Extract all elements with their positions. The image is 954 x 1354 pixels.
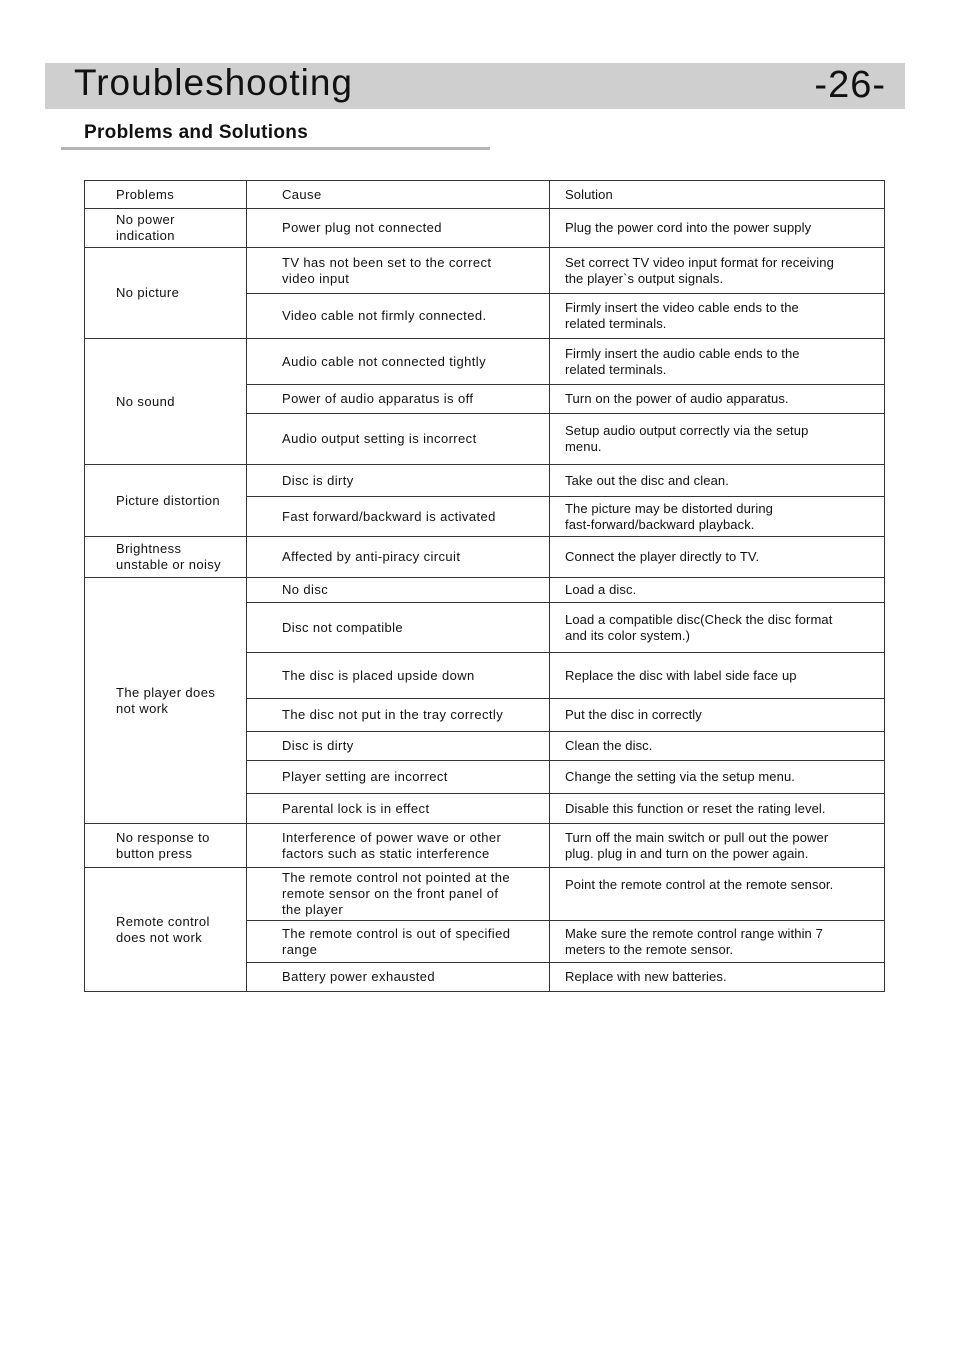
cause-cell — [247, 868, 550, 921]
cause-text: Power plug not connected — [282, 220, 442, 235]
solution-cell — [550, 653, 885, 699]
cause-cell — [247, 603, 550, 653]
table-row — [85, 465, 885, 497]
cause-text: Power of audio apparatus is off — [282, 391, 474, 406]
header-cause: Cause — [247, 181, 550, 209]
cause-cell — [247, 963, 550, 992]
solution-text: Load a compatible disc(Check the disc format and its color system.) — [565, 611, 833, 643]
page-number: -26- — [814, 64, 886, 106]
problem-cell — [85, 824, 247, 868]
solution-text: Turn off the main switch or pull out the power plug. plug in and turn on the power again. — [565, 829, 829, 861]
cause-text: Disc is dirty — [282, 738, 354, 753]
table-row — [85, 537, 885, 578]
cause-text: Video cable not firmly connected. — [282, 308, 487, 323]
solution-cell — [550, 465, 885, 497]
solution-cell — [550, 414, 885, 465]
problem-text: No sound — [116, 393, 175, 409]
troubleshooting-table — [84, 180, 885, 992]
table-row — [85, 248, 885, 294]
solution-text: Set correct TV video input format for receiving the player`s output signals. — [565, 254, 834, 286]
section-title: Problems and Solutions — [84, 122, 309, 143]
cause-cell — [247, 414, 550, 465]
problem-cell — [85, 537, 247, 578]
table-header-row — [85, 181, 885, 209]
cause-cell — [247, 537, 550, 578]
problem-cell — [85, 248, 247, 339]
cause-text: Fast forward/backward is activated — [282, 508, 496, 524]
cause-text: Audio output setting is incorrect — [282, 431, 477, 446]
solution-cell — [550, 868, 885, 921]
cause-text: No disc — [282, 582, 329, 597]
solution-cell — [550, 339, 885, 385]
problem-text: Remote control does not work — [116, 913, 210, 945]
solution-text: Firmly insert the video cable ends to the related terminals. — [565, 300, 799, 331]
solution-text: Take out the disc and clean. — [565, 472, 729, 488]
solution-cell — [550, 963, 885, 992]
problem-text: No picture — [116, 285, 180, 300]
solution-text: Make sure the remote control range within 7 meters to the remote sensor. — [565, 925, 823, 957]
cause-cell — [247, 732, 550, 761]
solution-text: Plug the power cord into the power supply — [565, 220, 812, 235]
page-title: Troubleshooting — [74, 62, 353, 103]
cause-text: The disc not put in the tray correctly — [282, 707, 504, 722]
table-row — [85, 339, 885, 385]
solution-text: Clean the disc. — [565, 738, 653, 753]
solution-cell — [550, 209, 885, 248]
solution-text: Connect the player directly to TV. — [565, 549, 760, 564]
cause-cell — [247, 385, 550, 414]
cause-cell — [247, 578, 550, 603]
solution-text: Replace the disc with label side face up — [565, 667, 797, 683]
cause-text: The remote control is out of specified range — [282, 925, 511, 957]
solution-text: Put the disc in correctly — [565, 707, 702, 722]
cause-text: Interference of power wave or other factors such as static interference — [282, 829, 502, 861]
problem-cell — [85, 209, 247, 248]
problem-text: The player does not work — [116, 684, 216, 716]
section-divider — [61, 147, 490, 150]
solution-cell — [550, 824, 885, 868]
cause-cell — [247, 653, 550, 699]
cause-cell — [247, 248, 550, 294]
solution-text: Setup audio output correctly via the setup menu. — [565, 423, 809, 454]
solution-cell — [550, 921, 885, 963]
solution-text: Replace with new batteries. — [565, 969, 727, 984]
cause-cell — [247, 465, 550, 497]
solution-cell — [550, 761, 885, 794]
solution-cell — [550, 699, 885, 732]
problem-cell — [85, 868, 247, 992]
solution-text: Change the setting via the setup menu. — [565, 769, 796, 784]
problem-cell — [85, 339, 247, 465]
table-row — [85, 578, 885, 603]
solution-cell — [550, 794, 885, 824]
cause-text: Disc is dirty — [282, 472, 354, 488]
cause-text: Affected by anti-piracy circuit — [282, 549, 461, 564]
problem-text: No response to button press — [116, 829, 210, 861]
solution-cell — [550, 248, 885, 294]
cause-text: The remote control not pointed at the remote sensor on the front panel of the player — [282, 870, 510, 917]
cause-cell — [247, 824, 550, 868]
solution-cell — [550, 294, 885, 339]
table-row — [85, 209, 885, 248]
cause-cell — [247, 339, 550, 385]
solution-cell — [550, 497, 885, 537]
cause-text: Parental lock is in effect — [282, 800, 430, 816]
table-row — [85, 868, 885, 921]
cause-text: Battery power exhausted — [282, 969, 436, 984]
solution-text: The picture may be distorted during fast-forward/backward playback. — [565, 500, 773, 532]
solution-text: Disable this function or reset the rating level. — [565, 800, 826, 816]
solution-text: Load a disc. — [565, 582, 637, 597]
solution-text: Firmly insert the audio cable ends to the related terminals. — [565, 345, 800, 377]
cause-cell — [247, 761, 550, 794]
problem-cell — [85, 578, 247, 824]
cause-text: Player setting are incorrect — [282, 769, 448, 784]
cause-text: Audio cable not connected tightly — [282, 353, 486, 369]
cause-text: Disc not compatible — [282, 619, 404, 635]
cause-cell — [247, 209, 550, 248]
cause-cell — [247, 921, 550, 963]
solution-cell — [550, 732, 885, 761]
cause-cell — [247, 699, 550, 732]
cause-text: TV has not been set to the correct video input — [282, 254, 492, 286]
solution-cell — [550, 385, 885, 414]
header-problems: Problems — [85, 181, 247, 209]
problem-text: No power indication — [116, 212, 175, 243]
cause-cell — [247, 794, 550, 824]
solution-cell — [550, 603, 885, 653]
problem-text: Brightness unstable or noisy — [116, 541, 222, 572]
problem-cell — [85, 465, 247, 537]
problem-text: Picture distortion — [116, 492, 221, 508]
solution-text: Turn on the power of audio apparatus. — [565, 391, 789, 406]
solution-cell — [550, 578, 885, 603]
table-row — [85, 824, 885, 868]
solution-cell — [550, 537, 885, 578]
cause-text: The disc is placed upside down — [282, 667, 475, 683]
cause-cell — [247, 497, 550, 537]
cause-cell — [247, 294, 550, 339]
header-solution: Solution — [550, 181, 885, 209]
solution-text: Point the remote control at the remote sensor. — [565, 877, 834, 892]
